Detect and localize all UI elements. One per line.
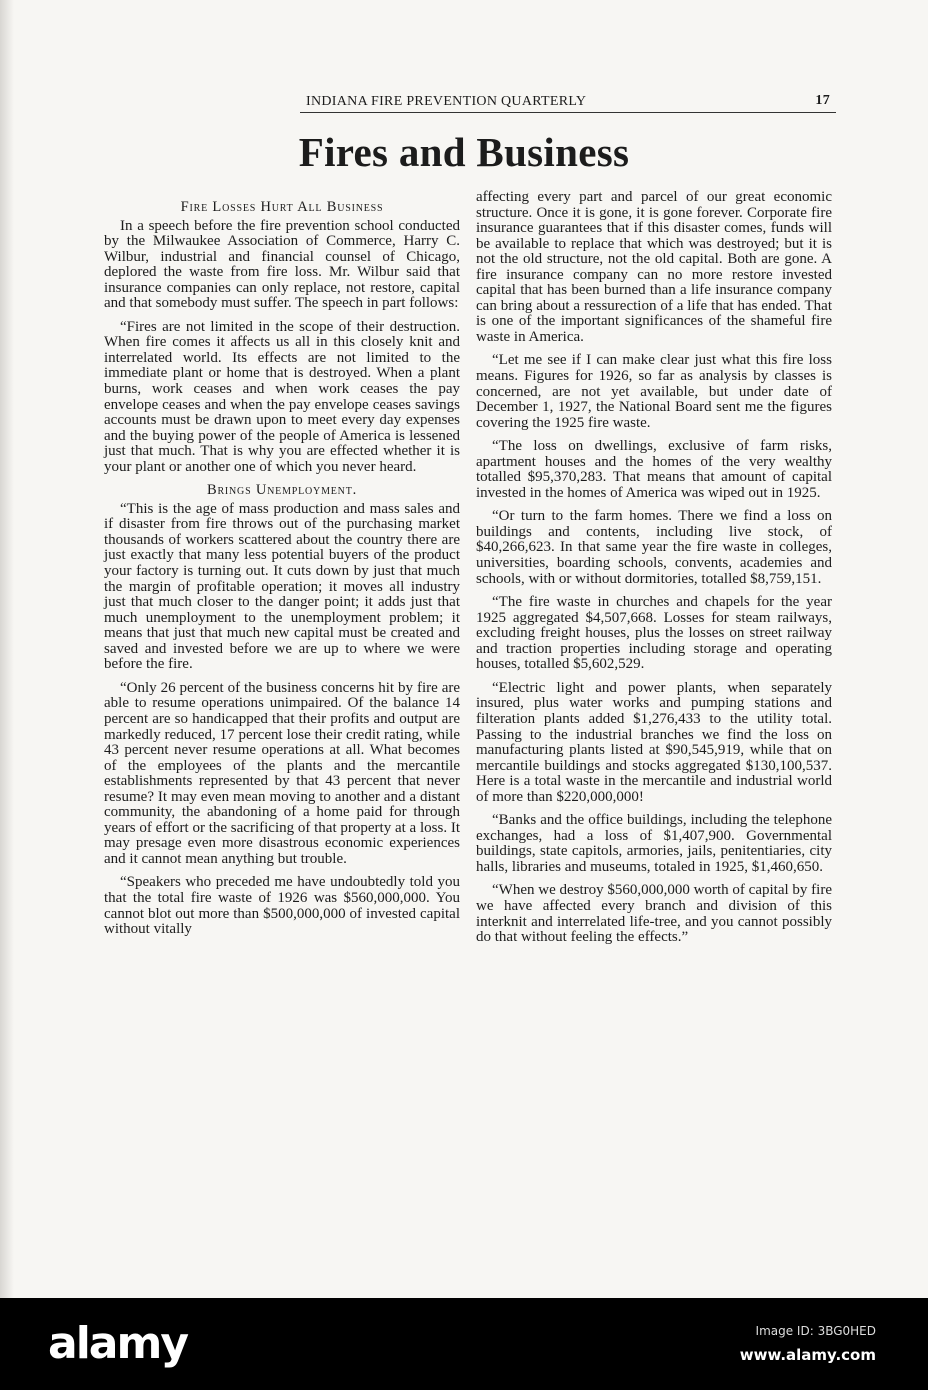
paragraph: “The loss on dwellings, exclusive of farm risks, apartment houses and the homes of the very wealthy totalled $95,370,283. That means that amount of capital invested in the homes of America was wiped out in 1925. bbox=[476, 438, 832, 501]
paragraph: “Let me see if I can make clear just what this fire loss means. Figures for 1926, so far as analysis by classes is concerned, are not yet available, but under date of December 1, 1927, the National Board sent me the figures covering the 1925 fire waste. bbox=[476, 352, 832, 431]
alamy-logo: alamy bbox=[48, 1318, 187, 1369]
paragraph: “When we destroy $560,000,000 worth of capital by fire we have affected every branch and division of this interknit and interrelated life-tree, and you cannot possibly do that without feeling the effects.” bbox=[476, 882, 832, 946]
subheading: Fire Losses Hurt All Business bbox=[180, 199, 384, 215]
left-column bbox=[104, 200, 460, 946]
paragraph: “Fires are not limited in the scope of their destruction. When fire comes it affects us all in this closely knit and interrelated world. Its effects are not limited to the immediate plant or home that is destroyed. When a plant burns, work ceases and when work ceases the pay envelope ceases and when the pay envelope ceases savings accounts must be drawn upon to meet every day expenses and the buying power of the people of America is lessened just that much. That is why you are effected whether it is your plant or another one of which you never heard. bbox=[104, 318, 460, 475]
paragraph: “Electric light and power plants, when separately insured, plus water works and pumping stations and filteration plants added $1,276,433 to the utility total. Passing to the industrial branches we find the loss on manufacturing plants listed at $90,545,919, while that on mercantile buildings and stocks aggregated $130,100,537. Here is a total waste in the mercantile and industrial world of more than $220,000,000! bbox=[476, 679, 832, 805]
running-header bbox=[300, 92, 836, 113]
paragraph: “The fire waste in churches and chapels for the year 1925 aggregated $4,507,668. Losses for steam railways, excluding freight houses, plus the losses on street railway and traction properties including storage and operating houses, totalled $5,602,529. bbox=[476, 594, 832, 673]
paragraph: “Or turn to the farm homes. There we find a loss on buildings and contents, including live stock, of $40,266,623. In that same year the fire waste in colleges, universities, boarding schools, convents, academies and schools, with or without dormitories, totalled $8,759,151. bbox=[476, 508, 832, 587]
watermark-footer bbox=[0, 1298, 928, 1390]
site-url: www.alamy.com bbox=[739, 1346, 876, 1364]
image-id: Image ID: 3BG0HED bbox=[755, 1324, 876, 1338]
right-column bbox=[476, 190, 832, 954]
page-number: 17 bbox=[815, 93, 830, 108]
paragraph: In a speech before the fire prevention school conducted by the Milwaukee Association of Commerce, Harry C. Wilbur, industrial and financial counsel of Chicago, deplored the waste from fire loss. Mr. Wilbur said that insurance companies can only replace, not restore, capital and that somebody must suffer. The speech in part follows: bbox=[104, 217, 460, 312]
paragraph: “Banks and the office buildings, including the telephone exchanges, had a loss of $1,407,900. Governmental buildings, state capitols, armories, jails, penitentiaries, city halls, libraries and museums, totaled in 1925, $1,460,650. bbox=[476, 812, 832, 875]
paragraph: “Only 26 percent of the business concerns hit by fire are able to resume operations unimpaired. Of the balance 14 percent are so handicapped that their profits and output are markedly reduced, 17 percent lose their credit rating, while 43 percent never resume operations at all. What becomes of the employees of the plants and the mercantile establishments represented by that 43 percent that never resume? It may even mean moving to another and a distant community, the abandoning of a home paid for through years of effort or the sacrificing of that property at a loss. It may presage even more disastrous economic experiences and it cannot mean anything but trouble. bbox=[104, 679, 460, 867]
paragraph-continued: affecting every part and parcel of our great economic structure. Once it is gone, it is gone forever. Corporate fire insurance guarantees that if this disaster comes, funds will be available to replace that which was destroyed; but it is not the old structure, not the old capital. Both are gone. A fire insurance company can no more restore invested capital that has been burned than a life insurance company can bring about a ressurection of a life that has ended. That is one of the important significances of the shameful fire waste in America. bbox=[476, 189, 832, 345]
publication-name: INDIANA FIRE PREVENTION QUARTERLY bbox=[306, 94, 587, 109]
subheading: Brings Unemployment. bbox=[206, 482, 358, 499]
paragraph: “Speakers who preceded me have undoubtedly told you that the total fire waste of 1926 was $560,000,000. You cannot blot out more than $500,000,000 of invested capital without vitally bbox=[104, 874, 460, 938]
article-title: Fires and Business bbox=[298, 129, 630, 175]
paragraph: “This is the age of mass production and mass sales and if disaster from fire throws out of the purchasing market thousands of workers scattered about the country there are just exactly that many less potential buyers of the product your factory is turning out. It cuts down by just that much the margin of profitable operation; it moves all industry just that much closer to the danger point; it adds just that much unemployment to the unemployment problem; it means that just that much new capital must be created and saved and invested before we are up to where we were before the fire. bbox=[104, 500, 460, 673]
